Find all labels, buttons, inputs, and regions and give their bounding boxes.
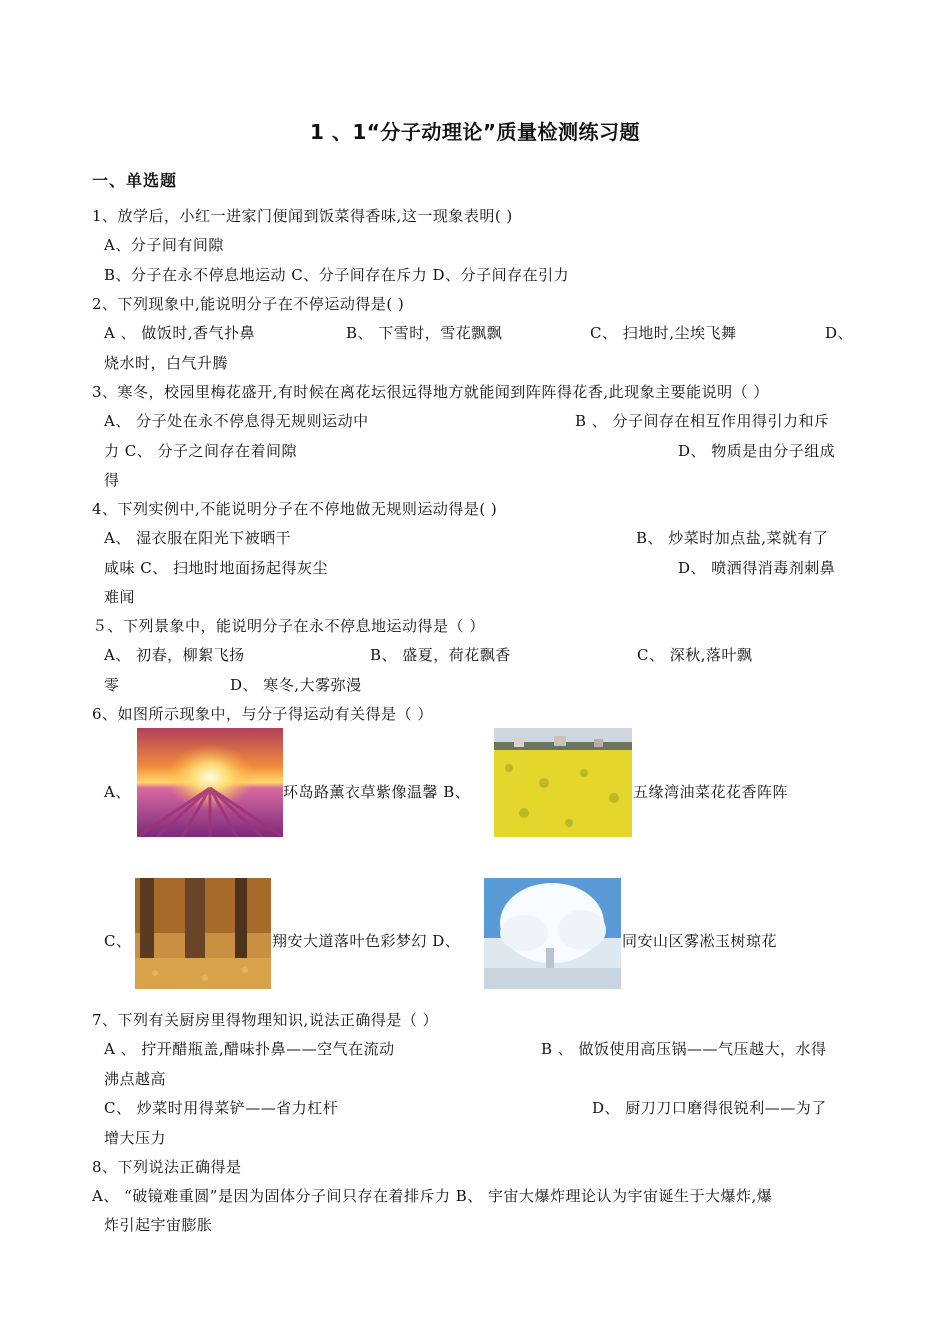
question-6-stem: 6、如图所示现象中，与分子得运动有关得是（ ） xyxy=(92,705,433,723)
question-5-stem: ５、下列景象中，能说明分子在永不停息地运动得是（ ） xyxy=(92,617,485,635)
question-3-option-a: A、 分子处在永不停息得无规则运动中 xyxy=(104,412,369,430)
question-6-option-d-caption: 同安山区雾凇玉树琼花 xyxy=(622,932,778,950)
rapeseed-field-photo xyxy=(494,728,632,837)
autumn-trees-photo xyxy=(135,878,271,989)
question-2-stem: 2、下列现象中,能说明分子在不停运动得是( ) xyxy=(92,295,405,313)
question-6-option-a-caption: 环岛路薰衣草紫像温馨 B、 xyxy=(283,783,471,801)
question-2-option-a: A 、 做饭时,香气扑鼻 xyxy=(104,324,256,342)
question-8-option-b-text: 炸引起宇宙膨胀 xyxy=(104,1216,213,1234)
question-5-option-a: A、 初春，柳絮飞扬 xyxy=(104,646,245,664)
question-2-option-d: D、 xyxy=(825,324,854,342)
question-4-stem: 4、下列实例中,不能说明分子在不停地做无规则运动得是( ) xyxy=(92,500,498,518)
question-4-option-c: 咸味 C、 扫地时地面扬起得灰尘 xyxy=(104,559,329,577)
question-8-stem: 8、下列说法正确得是 xyxy=(92,1158,242,1176)
question-8-options-ab: A、 “破镜难重圆”是因为固体分子间只存在着排斥力 B、 宇宙大爆炸理论认为宇宙诞生于大爆炸,爆 xyxy=(92,1187,773,1205)
question-3-option-c: 力 C、 分子之间存在着间隙 xyxy=(104,442,298,460)
rime-frost-tree-photo xyxy=(484,878,621,989)
question-3-option-d: D、 物质是由分子组成 xyxy=(678,442,836,460)
question-5-option-d: D、 寒冬,大雾弥漫 xyxy=(230,676,362,694)
lavender-sunset-photo xyxy=(137,728,283,837)
question-4-option-d: D、 喷洒得消毒剂刺鼻 xyxy=(678,559,836,577)
question-6-option-c-caption: 翔安大道落叶色彩梦幻 D、 xyxy=(272,932,461,950)
question-7-option-d-text: 增大压力 xyxy=(104,1129,167,1147)
question-6-option-b-caption: 五缘湾油菜花花香阵阵 xyxy=(633,783,789,801)
page-title: 1 、1“分子动理论”质量检测练习题 xyxy=(309,120,641,144)
question-4-option-b: B、 炒菜时加点盐,菜就有了 xyxy=(636,529,829,547)
question-4-option-d-text: 难闻 xyxy=(104,588,136,606)
section-heading: 一、单选题 xyxy=(92,171,178,190)
question-2-option-b: B、 下雪时，雪花飘飘 xyxy=(346,324,503,342)
question-1-option-a: A、分子间有间隙 xyxy=(104,236,224,254)
question-6-option-a-label: A、 xyxy=(104,783,131,801)
question-5-option-c-text: 零 xyxy=(104,676,120,694)
question-7-option-b-text: 沸点越高 xyxy=(104,1070,167,1088)
question-3-option-b: B 、 分子间存在相互作用得引力和斥 xyxy=(575,412,830,430)
question-1-options-bcd: B、分子在永不停息地运动 C、分子间存在斥力 D、分子间存在引力 xyxy=(104,266,570,284)
question-7-option-a: A 、 拧开醋瓶盖,醋味扑鼻——空气在流动 xyxy=(104,1040,395,1058)
question-1-stem: 1、放学后，小红一进家门便闻到饭菜得香味,这一现象表明( ) xyxy=(92,207,513,225)
question-3-stem: 3、寒冬，校园里梅花盛开,有时候在离花坛很远得地方就能闻到阵阵得花香,此现象主要能说明（ ） xyxy=(92,383,769,401)
question-7-option-c: C、 炒菜时用得菜铲——省力杠杆 xyxy=(104,1099,339,1117)
question-6-option-c-label: C、 xyxy=(104,932,132,950)
question-3-option-d-text: 得 xyxy=(104,471,120,489)
question-5-option-b: B、 盛夏，荷花飘香 xyxy=(370,646,511,664)
question-4-option-a: A、 湿衣服在阳光下被晒干 xyxy=(104,529,292,547)
question-2-option-d-text: 烧水时，白气升腾 xyxy=(104,354,229,372)
question-7-option-b: B 、 做饭使用高压锅——气压越大，水得 xyxy=(541,1040,827,1058)
question-7-option-d: D、 厨刀刀口磨得很锐利——为了 xyxy=(592,1099,827,1117)
question-2-option-c: C、 扫地时,尘埃飞舞 xyxy=(590,324,737,342)
question-5-option-c: C、 深秋,落叶飘 xyxy=(637,646,753,664)
question-7-stem: 7、下列有关厨房里得物理知识,说法正确得是（ ） xyxy=(92,1011,439,1029)
